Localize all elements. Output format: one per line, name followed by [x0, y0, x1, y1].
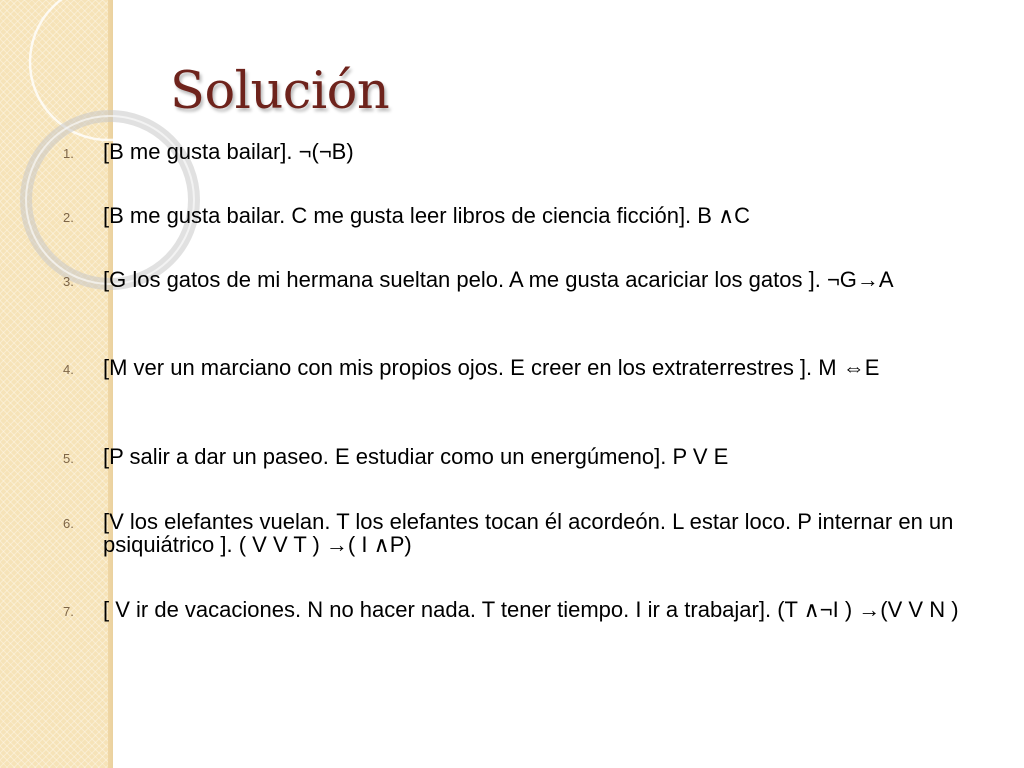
item-number: 2.	[63, 210, 74, 225]
slide-title: Solución	[170, 62, 390, 121]
item-text: [P salir a dar un paseo. E estudiar como un energúmeno]. P V E	[103, 444, 729, 469]
item-text: [V los elefantes vuelan. T los elefantes tocan él acordeón. L estar loco. P internar en un psiquiátrico ]. ( V V T ) →( I ∧P)	[103, 509, 954, 557]
item-text: [G los gatos de mi hermana sueltan pelo. A me gusta acariciar los gatos ]. ¬G→A	[103, 267, 894, 292]
item-number: 5.	[63, 451, 74, 466]
item-text: [B me gusta bailar]. ¬(¬B)	[103, 139, 354, 164]
item-text: [B me gusta bailar. C me gusta leer libros de ciencia ficción]. B ∧C	[103, 203, 751, 228]
item-number: 7.	[63, 604, 74, 619]
item-number: 3.	[63, 274, 74, 289]
item-text: [ V ir de vacaciones. N no hacer nada. T tener tiempo. I ir a trabajar]. (T ∧¬I ) →(V V N )	[103, 597, 959, 622]
item-number: 1.	[63, 146, 74, 161]
item-number: 4.	[63, 362, 74, 377]
item-number: 6.	[63, 516, 74, 531]
item-text: [M ver un marciano con mis propios ojos. E creer en los extraterrestres ]. M ⇔E	[103, 355, 880, 380]
